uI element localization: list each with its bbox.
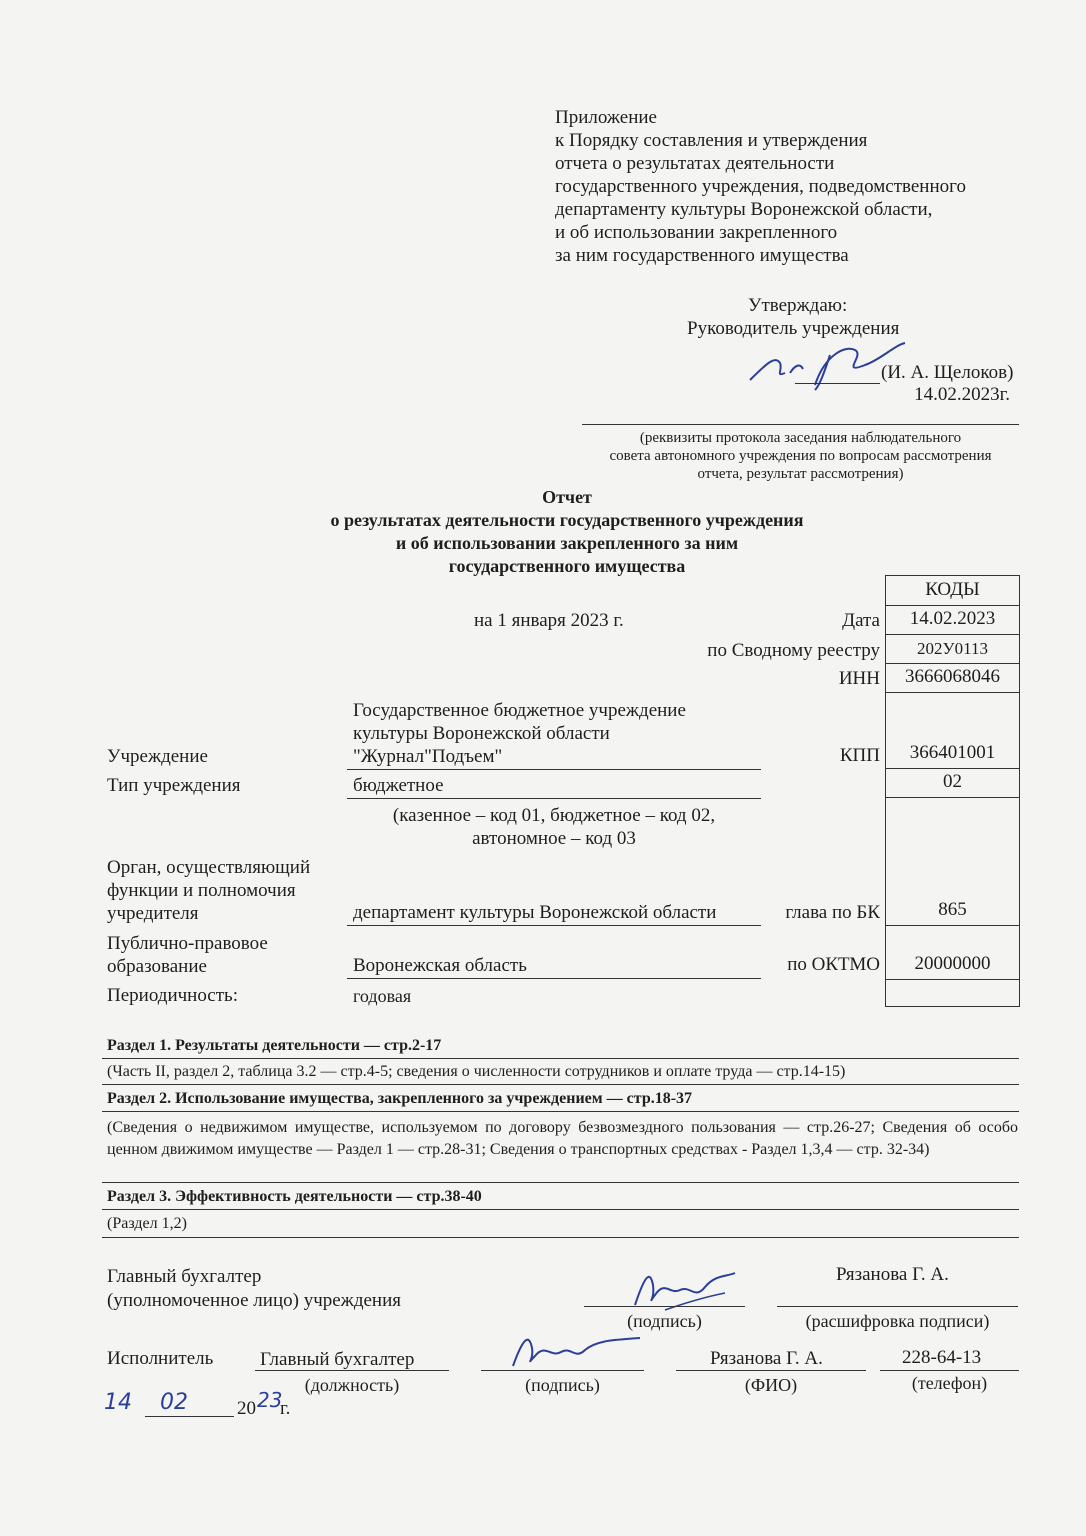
appendix-line: отчета о результатах деятельности	[555, 153, 835, 174]
date-day: 14	[104, 1390, 132, 1415]
approve-date: 14.02.2023г.	[914, 384, 1010, 405]
label-registry: по Сводному реестру	[707, 640, 880, 661]
label-bk: глава по БК	[785, 902, 880, 923]
type-underline	[347, 798, 761, 799]
appendix-line: к Порядку составления и утверждения	[555, 130, 868, 151]
protocol-caption-line: отчета, результат рассмотрения)	[697, 466, 904, 482]
ppo-value: Воронежская область	[353, 955, 527, 976]
chief-accountant-line: Главный бухгалтер	[107, 1266, 262, 1287]
section-divider	[102, 1182, 1019, 1183]
appendix-line: государственного учреждения, подведомственного	[555, 176, 966, 197]
appendix-line: за ним государственного имущества	[555, 245, 849, 266]
protocol-caption	[578, 429, 1023, 483]
founder-label	[107, 856, 310, 925]
appendix-line: и об использовании закрепленного	[555, 222, 838, 243]
label-oktmo: по ОКТМО	[787, 954, 880, 975]
appendix-line: департаменту культуры Воронежской области,	[555, 199, 933, 220]
section-divider	[102, 1209, 1019, 1210]
executor-phone: 228-64-13	[902, 1347, 982, 1368]
founder-label-line: функции и полномочия	[107, 880, 296, 901]
institution-underline	[347, 769, 761, 770]
ppo-label-line: образование	[107, 956, 207, 977]
date-month-line	[145, 1416, 234, 1417]
founder-value: департамент культуры Воронежской области	[353, 902, 717, 923]
period-value: годовая	[353, 986, 412, 1006]
code-registry: 202У0113	[885, 634, 1020, 664]
code-oktmo: 20000000	[885, 925, 1020, 980]
title-line: Отчет	[542, 487, 592, 507]
position-caption: (должность)	[304, 1375, 400, 1395]
date-month: 02	[160, 1390, 188, 1415]
section-1: Раздел 1. Результаты деятельности — стр.2-17	[107, 1037, 442, 1054]
executor-name-line	[676, 1370, 866, 1371]
institution-value	[353, 699, 686, 768]
title-line: государственного имущества	[448, 556, 686, 576]
type-note-line: (казенное – код 01, бюджетное – код 02,	[392, 805, 716, 826]
chief-signature	[625, 1265, 745, 1315]
protocol-line	[582, 424, 1019, 425]
type-label: Тип учреждения	[107, 775, 241, 796]
appendix-block	[555, 106, 1025, 267]
decode-caption: (расшифровка подписи)	[805, 1311, 990, 1331]
section-2-details: (Сведения о недвижимом имуществе, используемом по договору безвозмездного пользования — стр.26-27; Сведения об особо ценном движимом имуществе — Раздел 1 — стр.28-31; Сведения о транспортных средствах - Раздел 1,3,4 — стр. 32-34)	[107, 1119, 1018, 1158]
ppo-underline	[347, 978, 761, 979]
institution-line: "Журнал"Подъем"	[353, 746, 503, 767]
sign-caption: (подпись)	[627, 1311, 702, 1331]
appendix-line: Приложение	[555, 107, 657, 128]
type-note	[347, 804, 761, 850]
chief-sign-line	[584, 1306, 745, 1307]
institution-line: культуры Воронежской области	[353, 723, 610, 744]
director-sign-line	[795, 383, 880, 384]
approve-label: Утверждаю:	[748, 295, 848, 316]
section-divider	[102, 1058, 1019, 1059]
code-bk: 865	[885, 797, 1020, 926]
date-year-suffix: 23	[257, 1388, 283, 1412]
chief-name-line	[777, 1306, 1018, 1307]
label-inn: ИНН	[838, 668, 880, 689]
section-3: Раздел 3. Эффективность деятельности — стр.38-40	[107, 1188, 482, 1205]
protocol-caption-line: совета автономного учреждения по вопросам рассмотрения	[609, 448, 992, 464]
executor-name: Рязанова Г. А.	[710, 1348, 823, 1369]
executor-sign-caption: (подпись)	[525, 1375, 600, 1395]
report-title	[260, 486, 874, 578]
section-divider	[102, 1237, 1019, 1238]
code-date: 14.02.2023	[885, 605, 1020, 635]
executor-phone-line	[880, 1370, 1019, 1371]
institution-label: Учреждение	[107, 746, 208, 767]
executor-signature	[505, 1328, 645, 1373]
executor-position-line	[255, 1370, 449, 1371]
executor-sign-line	[481, 1370, 644, 1371]
institution-line: Государственное бюджетное учреждение	[353, 700, 686, 721]
label-date: Дата	[842, 610, 880, 631]
executor-position: Главный бухгалтер	[260, 1349, 415, 1370]
executor-label: Исполнитель	[107, 1348, 214, 1369]
founder-label-line: учредителя	[107, 903, 199, 924]
title-line: и об использовании закрепленного за ним	[395, 533, 739, 553]
chief-accountant-label	[107, 1265, 401, 1313]
type-value: бюджетное	[353, 775, 444, 796]
section-divider	[102, 1084, 1019, 1085]
title-line: о результатах деятельности государственного учреждения	[330, 510, 804, 530]
founder-underline	[347, 925, 761, 926]
date-year-end: г.	[280, 1398, 291, 1419]
chief-accountant-line: (уполномоченное лицо) учреждения	[107, 1290, 401, 1311]
phone-caption: (телефон)	[911, 1373, 988, 1393]
section-3-details: (Раздел 1,2)	[107, 1215, 187, 1232]
protocol-caption-line: (реквизиты протокола заседания наблюдательного	[639, 430, 962, 446]
type-note-line: автономное – код 03	[472, 828, 636, 849]
fio-caption: (ФИО)	[744, 1375, 798, 1395]
code-type: 02	[885, 768, 1020, 798]
section-divider	[102, 1111, 1019, 1112]
head-label: Руководитель учреждения	[687, 318, 900, 339]
section-2: Раздел 2. Использование имущества, закрепленного за учреждением — стр.18-37	[107, 1090, 693, 1107]
code-kpp: 366401001	[885, 692, 1020, 769]
code-inn: 3666068046	[885, 663, 1020, 693]
director-name: (И. А. Щелоков)	[881, 362, 1014, 383]
date-year-prefix: 20	[237, 1398, 256, 1419]
label-kpp: КПП	[839, 745, 880, 766]
chief-name: Рязанова Г. А.	[836, 1264, 949, 1285]
code-period	[885, 979, 1020, 1007]
codes-header: КОДЫ	[885, 575, 1020, 606]
report-date: на 1 января 2023 г.	[474, 610, 624, 631]
ppo-label	[107, 932, 268, 978]
section-1-details: (Часть II, раздел 2, таблица 3.2 — стр.4-5; сведения о численности сотрудников и оплате труда — стр.14-15)	[107, 1063, 846, 1080]
founder-label-line: Орган, осуществляющий	[107, 857, 311, 878]
ppo-label-line: Публично-правовое	[107, 933, 268, 954]
period-label: Периодичность:	[107, 985, 238, 1006]
